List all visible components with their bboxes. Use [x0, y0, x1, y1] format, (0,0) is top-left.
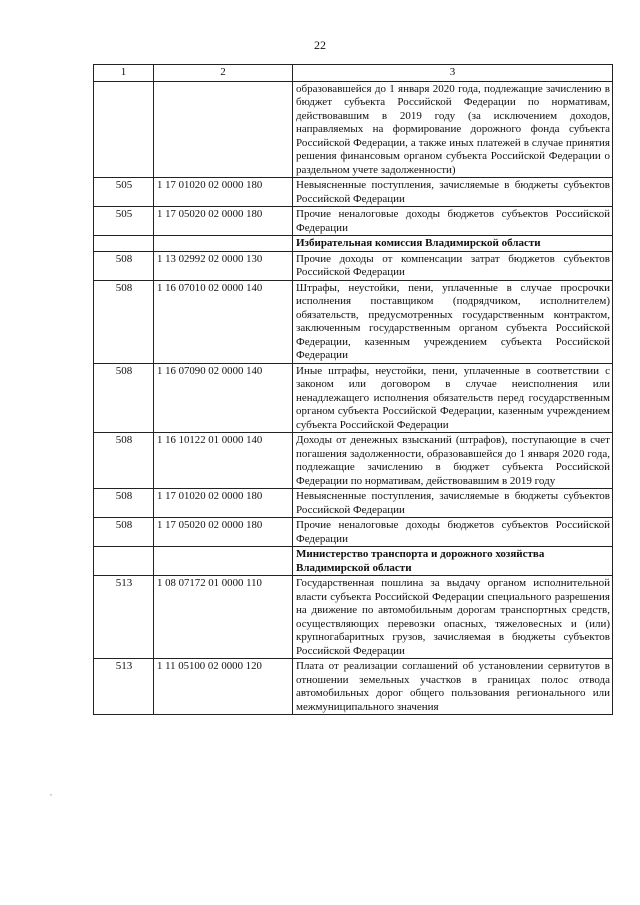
admin-code-cell: 505 [94, 207, 154, 236]
admin-code-cell: 513 [94, 659, 154, 715]
admin-code-cell: 508 [94, 363, 154, 433]
section-title-cell: Министерство транспорта и дорожного хозяйства Владимирской области [293, 547, 613, 576]
section-header-row [94, 236, 613, 252]
revenue-code-cell: 1 16 10122 01 0000 140 [154, 433, 293, 489]
revenue-code-cell: 1 16 07090 02 0000 140 [154, 363, 293, 433]
description-cell: Прочие неналоговые доходы бюджетов субъектов Российской Федерации [293, 207, 613, 236]
revenue-code-cell: 1 17 05020 02 0000 180 [154, 207, 293, 236]
column-header-2: 2 [154, 65, 293, 82]
revenue-code-cell: 1 11 05100 02 0000 120 [154, 659, 293, 715]
revenue-code-cell: 1 16 07010 02 0000 140 [154, 280, 293, 363]
description-cell: Государственная пошлина за выдачу органом исполнительной власти субъекта Российской Федерации специального разрешения на движение по автомобильным дорогам транспортных средств, осуществляющих перевозки опасных, тяжеловесных и (или) крупногабаритных грузов, зачисляемая в бюджеты субъектов Российской Федерации [293, 576, 613, 659]
admin-code-cell [94, 81, 154, 178]
admin-code-cell: 508 [94, 280, 154, 363]
revenue-code-cell [154, 547, 293, 576]
table-body [94, 81, 613, 715]
table-row [94, 81, 613, 178]
description-cell: Невыясненные поступления, зачисляемые в бюджеты субъектов Российской Федерации [293, 178, 613, 207]
description-cell: образовавшейся до 1 января 2020 года, подлежащие зачислению в бюджет субъекта Российской Федерации по нормативам, действовавшим в 2019 году (за исключением доходов, направляемых на формирование дорожного фонда субъекта Российской Федерации, а также иных платежей в случае принятия решения финансовым органом субъекта Российской Федерации о раздельном учете задолженности) [293, 81, 613, 178]
admin-code-cell: 508 [94, 251, 154, 280]
admin-code-cell: 508 [94, 489, 154, 518]
table-header-row [94, 65, 613, 82]
section-title-cell: Избирательная комиссия Владимирской области [293, 236, 613, 252]
revenue-code-cell: 1 08 07172 01 0000 110 [154, 576, 293, 659]
revenue-codes-table [93, 64, 613, 715]
table-row [94, 251, 613, 280]
table-row [94, 363, 613, 433]
description-cell: Иные штрафы, неустойки, пени, уплаченные в соответствии с законом или договором в случае неисполнения или ненадлежащего исполнения обязательств перед государственным органом субъекта Российской Федерации, казенным учреждением субъекта Российской Федерации [293, 363, 613, 433]
column-header-3: 3 [293, 65, 613, 82]
table-row [94, 207, 613, 236]
admin-code-cell: 508 [94, 433, 154, 489]
table-row [94, 576, 613, 659]
revenue-code-cell: 1 13 02992 02 0000 130 [154, 251, 293, 280]
admin-code-cell: 505 [94, 178, 154, 207]
revenue-code-cell [154, 236, 293, 252]
admin-code-cell: 513 [94, 576, 154, 659]
revenue-code-cell [154, 81, 293, 178]
description-cell: Доходы от денежных взысканий (штрафов), поступающие в счет погашения задолженности, образовавшейся до 1 января 2020 года, подлежащие зачислению в бюджет субъекта Российской Федерации по нормативам, действовавшим в 2019 году [293, 433, 613, 489]
description-cell: Невыясненные поступления, зачисляемые в бюджеты субъектов Российской Федерации [293, 489, 613, 518]
admin-code-cell [94, 236, 154, 252]
description-cell: Штрафы, неустойки, пени, уплаченные в случае просрочки исполнения поставщиком (подрядчиком, исполнителем) обязательств, предусмотренных государственным контрактом, заключенным государственным органом субъекта Российской Федерации, казенным учреждением субъекта Российской Федерации [293, 280, 613, 363]
description-cell: Плата от реализации соглашений об установлении сервитутов в отношении земельных участков в границах полос отвода автомобильных дорог общего пользования регионального или межмуниципального значения [293, 659, 613, 715]
revenue-code-cell: 1 17 01020 02 0000 180 [154, 489, 293, 518]
table-row [94, 433, 613, 489]
page-number: 22 [314, 38, 326, 52]
description-cell: Прочие неналоговые доходы бюджетов субъектов Российской Федерации [293, 518, 613, 547]
table-row [94, 280, 613, 363]
section-header-row [94, 547, 613, 576]
table-row [94, 659, 613, 715]
table-row [94, 518, 613, 547]
margin-mark: , [50, 788, 52, 797]
admin-code-cell [94, 547, 154, 576]
description-cell: Прочие доходы от компенсации затрат бюджетов субъектов Российской Федерации [293, 251, 613, 280]
table-row [94, 489, 613, 518]
revenue-code-cell: 1 17 05020 02 0000 180 [154, 518, 293, 547]
revenue-code-cell: 1 17 01020 02 0000 180 [154, 178, 293, 207]
table-row [94, 178, 613, 207]
column-header-1: 1 [94, 65, 154, 82]
admin-code-cell: 508 [94, 518, 154, 547]
